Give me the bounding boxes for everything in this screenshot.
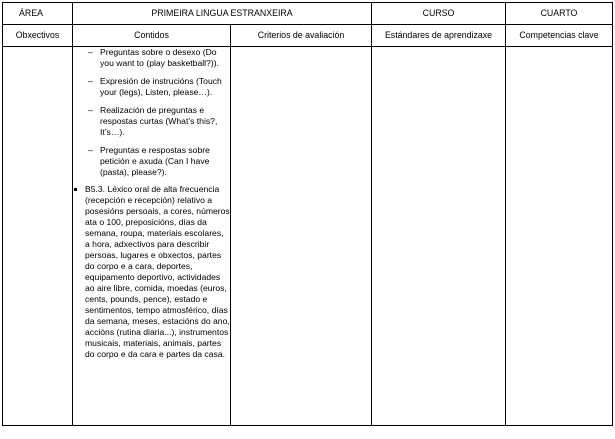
list-item-text: Expresión de instrucións (Touch your (legs), Listen, please…).	[100, 76, 222, 97]
subject-cell: PRIMEIRA LINGUA ESTRANXEIRA	[73, 3, 372, 25]
bullet-item-text: B5.3. Léxico oral de alta frecuencia (recepción e recepción) relativo a posesións persoais, a cores, números ata o 100, preposicións, días da semana, roupa, materiais escolares, a hora, adxectivos para describir persoas, lugares e obxectos, partes do corpo e a cara, deportes, equipamento deportivo, actividades ao aire libre, comida, moedas (euros, cents, pounds, pence), estado e sentimentos, tempo atmosférico, días da semana, meses, estacións do ano, accións (rutina diaria...), instrumentos musicais, materiais, animais, partes do corpo e da cara e partes da casa.	[85, 184, 230, 359]
square-bullet-icon	[74, 188, 77, 191]
header-row	[3, 3, 613, 25]
competences-cell	[506, 47, 613, 426]
column-header-standards: Estándares de aprendizaxe	[372, 25, 506, 47]
standards-cell	[372, 47, 506, 426]
list-item-text: Realización de preguntas e respostas curtas (What’s this?, It’s…).	[100, 105, 218, 137]
list-item	[88, 47, 230, 69]
list-item-text: Preguntas e respostas sobre petición e axuda (Can I have (pasta), please?).	[100, 145, 210, 177]
bullet-item	[73, 184, 230, 360]
column-header-competences: Competencias clave	[506, 25, 613, 47]
objectives-cell	[3, 47, 73, 426]
list-item	[88, 105, 230, 138]
list-item-text: Preguntas sobre o desexo (Do you want to (play basketball?)).	[100, 47, 219, 68]
course-label-cell: CURSO	[372, 3, 506, 25]
column-header-contents: Contidos	[73, 25, 231, 47]
column-header-row	[3, 25, 613, 47]
column-header-criteria: Criterios de avaliación	[231, 25, 372, 47]
dash-bullet-icon: –	[88, 105, 93, 115]
area-label-cell: ÁREA	[3, 3, 73, 25]
list-item	[88, 76, 230, 98]
contents-cell	[73, 47, 231, 426]
course-value-cell: CUARTO	[506, 3, 613, 25]
dash-bullet-icon: –	[88, 76, 93, 86]
contents-dash-list	[73, 47, 230, 178]
dash-bullet-icon: –	[88, 47, 93, 57]
column-header-objectives: Obxectivos	[3, 25, 73, 47]
dash-bullet-icon: –	[88, 145, 93, 155]
list-item	[88, 145, 230, 178]
content-row	[3, 47, 613, 426]
curriculum-table	[2, 2, 613, 426]
criteria-cell	[231, 47, 372, 426]
